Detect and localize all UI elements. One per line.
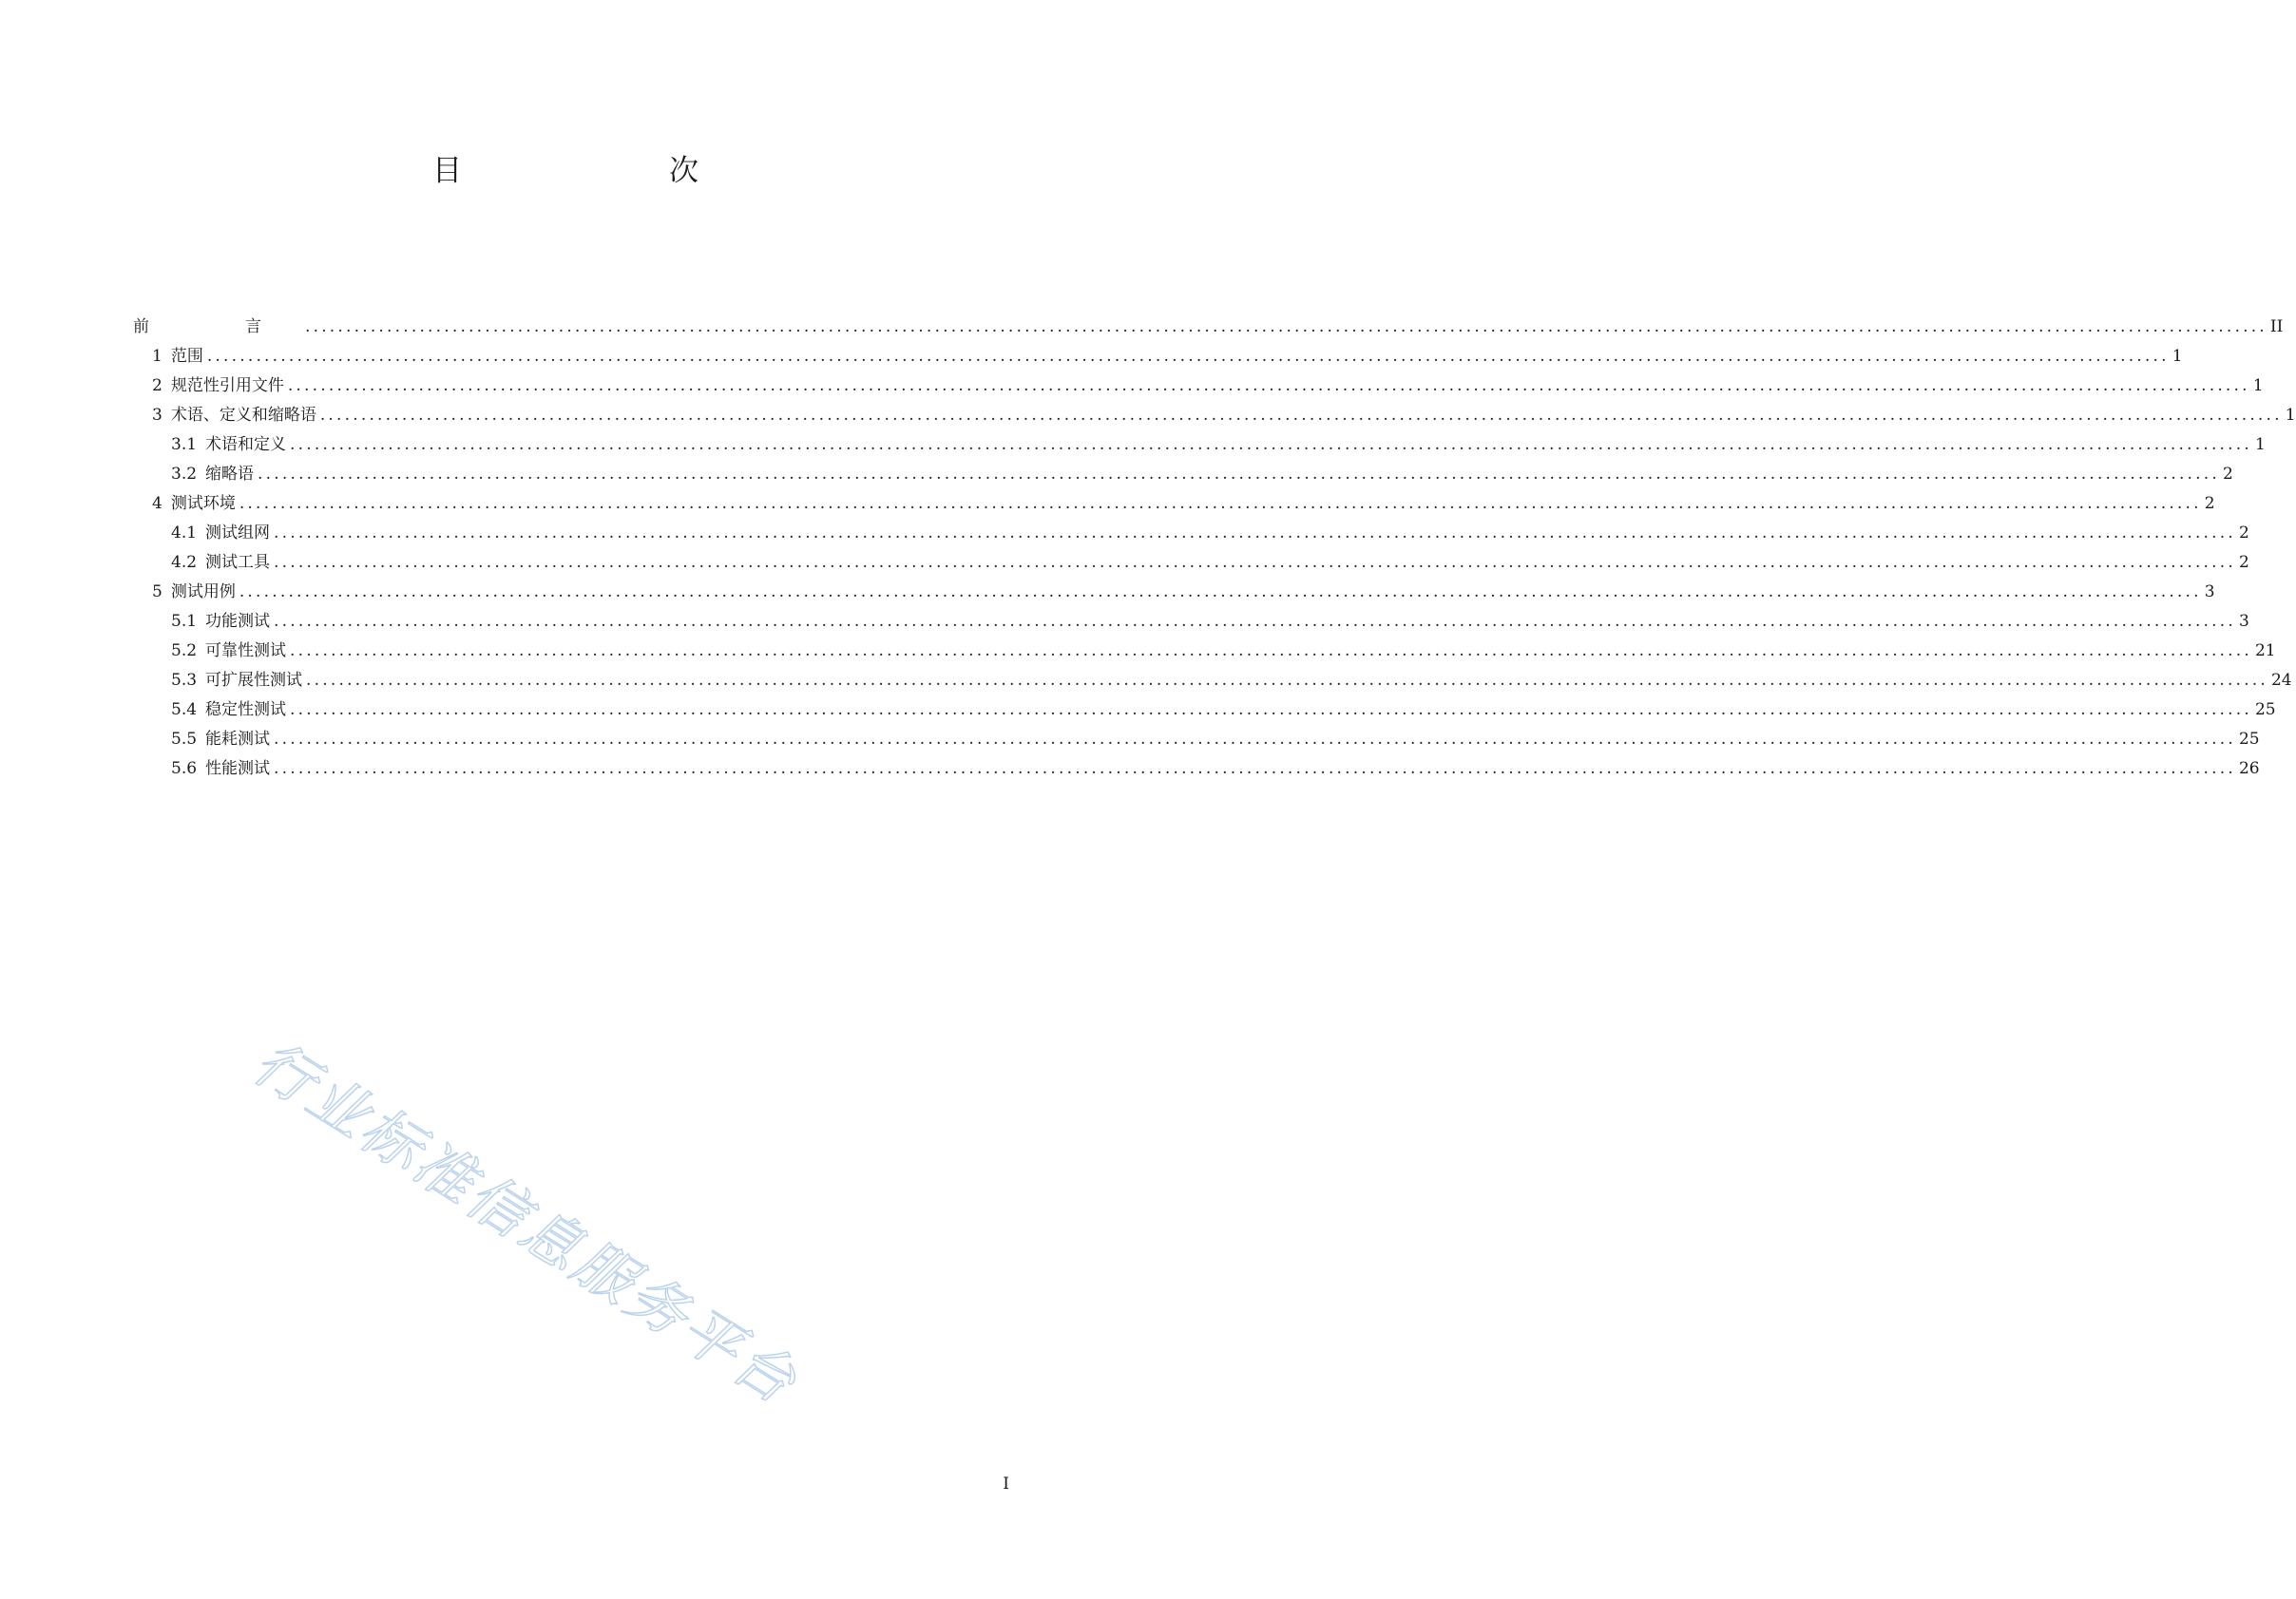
toc-leader-dots: ................................................................................................................................................................................................................................................: [305, 317, 2267, 336]
page-number: I: [1003, 1475, 1009, 1494]
toc-entry-page: 1: [2252, 376, 2264, 395]
toc-entry-number: 5.4: [171, 700, 198, 719]
toc-entry-3[interactable]: [133, 401, 2296, 430]
toc-entry-label: 术语和定义: [205, 435, 287, 454]
toc-entry-label: 测试工具: [205, 553, 271, 572]
toc-entry-5[interactable]: [133, 578, 2215, 607]
toc-leader-dots: ................................................................................................................................................................................................................................................: [290, 641, 2252, 660]
toc-entry-page: 1: [2285, 406, 2296, 425]
toc-entry-2[interactable]: [133, 371, 2264, 401]
toc-entry-page: 1: [2254, 435, 2266, 454]
toc-entry-page: II: [2269, 317, 2284, 336]
toc-entry-number: 5.3: [171, 671, 198, 690]
toc-entry-label: 术语、定义和缩略语: [170, 406, 316, 425]
toc-entry-number: 5.6: [171, 759, 198, 778]
toc-entry-page: 2: [2238, 523, 2249, 543]
toc-entry-page: 25: [2238, 730, 2260, 749]
toc-leader-dots: ................................................................................................................................................................................................................................................: [274, 730, 2236, 749]
toc-entry-label: 测试环境: [170, 494, 236, 513]
toc-entry-3-1[interactable]: [133, 430, 2266, 460]
toc-entry-4[interactable]: [133, 489, 2215, 519]
toc-entry-label: 可靠性测试: [205, 641, 287, 660]
toc-entry-5-5[interactable]: [133, 725, 2260, 754]
toc-leader-dots: ................................................................................................................................................................................................................................................: [239, 494, 2202, 513]
toc-entry-foreword[interactable]: [133, 313, 2284, 342]
toc-entry-label: 测试用例: [170, 582, 236, 601]
toc-entry-label: 缩略语: [205, 465, 255, 484]
toc-entry-5-4[interactable]: [133, 695, 2276, 725]
table-of-contents: [133, 313, 2296, 784]
toc-entry-number: 5: [152, 582, 163, 601]
toc-leader-dots: ................................................................................................................................................................................................................................................: [274, 553, 2236, 572]
toc-entry-number: 5.1: [171, 612, 198, 631]
toc-entry-number: 3: [152, 406, 163, 425]
toc-entry-label: 范围: [170, 347, 203, 366]
toc-leader-dots: ................................................................................................................................................................................................................................................: [258, 465, 2220, 484]
toc-entry-4-1[interactable]: [133, 519, 2249, 548]
toc-leader-dots: ................................................................................................................................................................................................................................................: [239, 582, 2202, 601]
toc-entry-page: 25: [2254, 700, 2276, 719]
toc-entry-number: 3.1: [171, 435, 198, 454]
toc-entry-number: 4.1: [171, 523, 198, 543]
toc-entry-number: 4: [152, 494, 163, 513]
toc-entry-number: 3.2: [171, 465, 198, 484]
toc-entry-page: 1: [2172, 347, 2183, 366]
toc-leader-dots: ................................................................................................................................................................................................................................................: [206, 347, 2170, 366]
toc-entry-number: 4.2: [171, 553, 198, 572]
toc-entry-label: 功能测试: [205, 612, 271, 631]
toc-entry-5-2[interactable]: [133, 637, 2276, 666]
toc-leader-dots: ................................................................................................................................................................................................................................................: [319, 406, 2283, 425]
toc-entry-page: 2: [2238, 553, 2249, 572]
toc-entry-page: 2: [2204, 494, 2215, 513]
toc-entry-4-2[interactable]: [133, 548, 2249, 578]
toc-entry-page: 26: [2238, 759, 2260, 778]
toc-leader-dots: ................................................................................................................................................................................................................................................: [274, 523, 2236, 543]
toc-entry-label: 测试组网: [205, 523, 271, 543]
toc-leader-dots: ................................................................................................................................................................................................................................................: [274, 759, 2236, 778]
toc-entry-page: 24: [2270, 671, 2292, 690]
toc-entry-label: 性能测试: [205, 759, 271, 778]
toc-leader-dots: ................................................................................................................................................................................................................................................: [274, 612, 2236, 631]
watermark: 行业标准信息服务平台: [241, 1027, 811, 1418]
toc-entry-number: 1: [152, 347, 163, 366]
toc-leader-dots: ................................................................................................................................................................................................................................................: [287, 376, 2250, 395]
toc-entry-number: 5.5: [171, 730, 198, 749]
toc-entry-label: 稳定性测试: [205, 700, 287, 719]
toc-entry-page: 3: [2204, 582, 2215, 601]
toc-entry-label: 规范性引用文件: [170, 376, 284, 395]
toc-leader-dots: ................................................................................................................................................................................................................................................: [290, 700, 2252, 719]
toc-entry-page: 3: [2238, 612, 2249, 631]
toc-entry-label: 能耗测试: [205, 730, 271, 749]
page-title: 目 次: [432, 154, 748, 188]
toc-entry-label: 可扩展性测试: [205, 671, 303, 690]
toc-entry-3-2[interactable]: [133, 460, 2233, 489]
toc-entry-1[interactable]: [133, 342, 2183, 371]
toc-leader-dots: ................................................................................................................................................................................................................................................: [290, 435, 2252, 454]
toc-entry-page: 21: [2254, 641, 2276, 660]
toc-entry-number: 5.2: [171, 641, 198, 660]
toc-entry-page: 2: [2222, 465, 2233, 484]
toc-entry-label: 前 言: [133, 317, 301, 336]
toc-entry-5-3[interactable]: [133, 666, 2292, 695]
toc-entry-5-1[interactable]: [133, 607, 2249, 637]
toc-entry-number: 2: [152, 376, 163, 395]
toc-entry-5-6[interactable]: [133, 754, 2260, 784]
toc-leader-dots: ................................................................................................................................................................................................................................................: [306, 671, 2268, 690]
